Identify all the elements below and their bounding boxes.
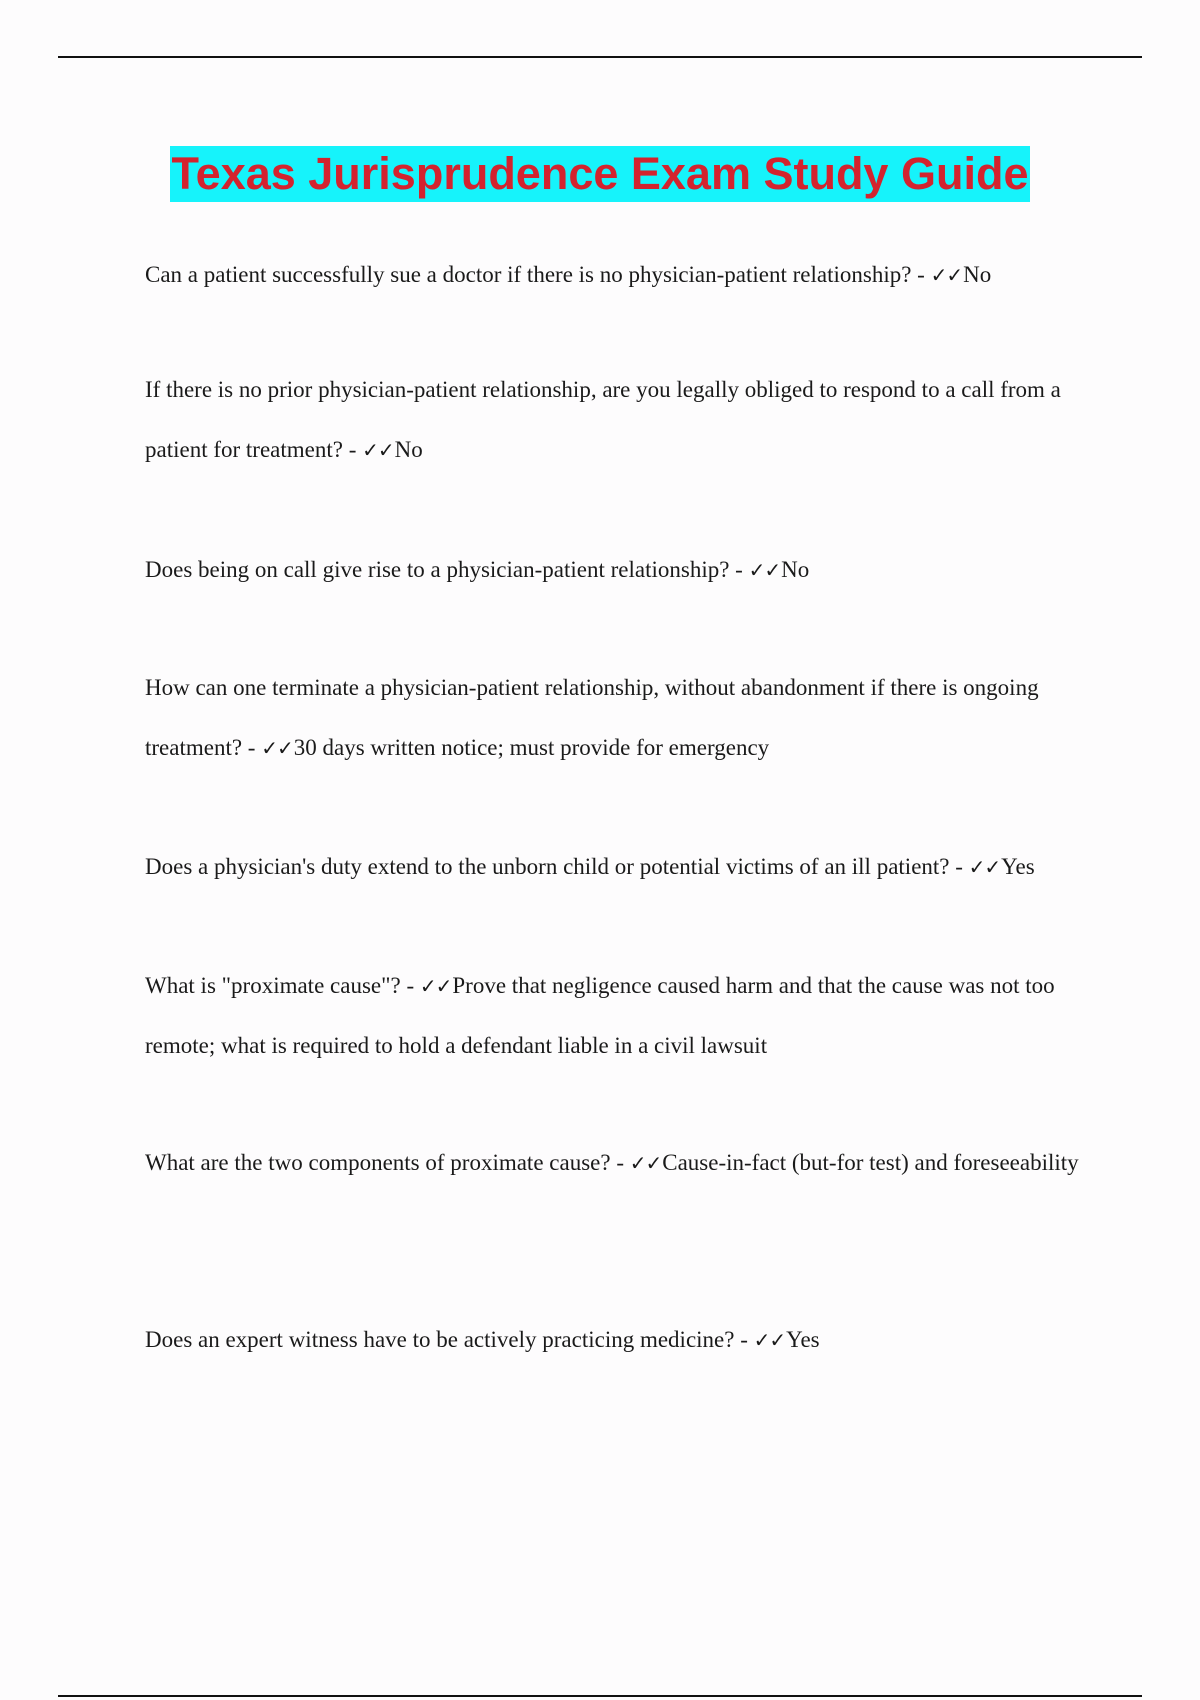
qa-item-3: [145, 540, 1095, 600]
qa-item-4: [145, 658, 1095, 778]
double-check-icon: ✓✓: [261, 736, 293, 760]
question-text: Does a physician's duty extend to the unborn child or potential victims of an ill patient? -: [145, 854, 969, 879]
bottom-divider: [58, 1695, 1142, 1697]
double-check-icon: ✓✓: [930, 263, 963, 287]
answer-text: Yes: [1001, 854, 1035, 879]
answer-text: Yes: [786, 1327, 820, 1352]
question-text: Does being on call give rise to a physician-patient relationship? -: [145, 557, 749, 582]
qa-item-1: [145, 245, 1095, 305]
qa-item-5: [145, 837, 1095, 897]
title-container: [0, 146, 1200, 202]
question-text: What is "proximate cause"? -: [145, 973, 420, 998]
document-title: Texas Jurisprudence Exam Study Guide: [170, 146, 1031, 202]
question-text: Does an expert witness have to be actively practicing medicine? -: [145, 1327, 754, 1352]
answer-text: Cause-in-fact (but-for test) and foreseeability: [662, 1150, 1079, 1175]
answer-text: No: [781, 557, 810, 582]
answer-text: Prove that negligence caused harm and that the cause was not too remote; what is required to hold a defendant liable in a civil lawsuit: [145, 973, 1055, 1058]
double-check-icon: ✓✓: [629, 1151, 662, 1175]
qa-item-7: [145, 1133, 1095, 1193]
top-divider: [58, 56, 1142, 58]
answer-text: No: [394, 437, 423, 462]
question-text: What are the two components of proximate cause? -: [145, 1150, 630, 1175]
question-text: If there is no prior physician-patient relationship, are you legally obliged to respond to a call from a patient for treatment? -: [145, 377, 1061, 462]
question-text: Can a patient successfully sue a doctor if there is no physician-patient relationship? -: [145, 262, 931, 287]
double-check-icon: ✓✓: [748, 558, 781, 582]
double-check-icon: ✓✓: [362, 438, 394, 462]
qa-item-6: [145, 956, 1095, 1076]
qa-item-8: [145, 1310, 1095, 1370]
double-check-icon: ✓✓: [753, 1328, 786, 1352]
double-check-icon: ✓✓: [968, 855, 1001, 879]
qa-item-2: [145, 360, 1095, 480]
answer-text: No: [963, 262, 992, 287]
answer-text: 30 days written notice; must provide for emergency: [293, 735, 770, 760]
question-text: How can one terminate a physician-patient relationship, without abandonment if there is ongoing treatment? -: [145, 675, 1039, 760]
double-check-icon: ✓✓: [419, 974, 452, 998]
